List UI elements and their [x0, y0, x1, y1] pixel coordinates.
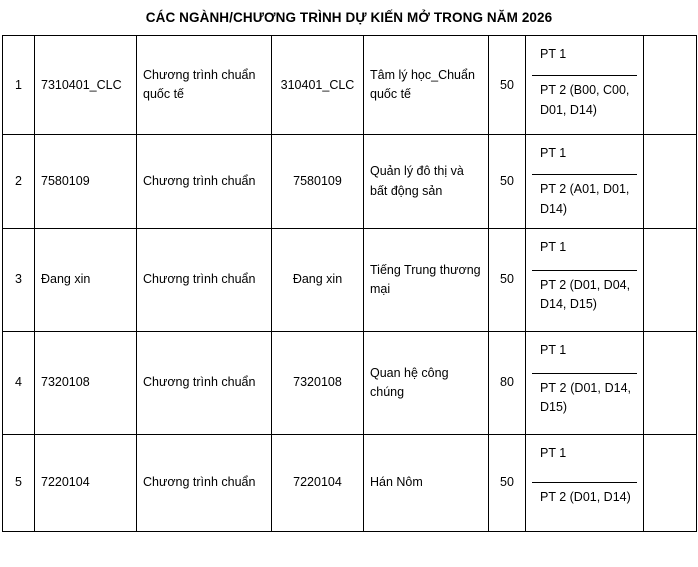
row-major-name: Quản lý đô thị và bất động sản [364, 135, 489, 229]
row-major-name: Quan hệ công chúng [364, 331, 489, 434]
row-program: Chương trình chuẩn quốc tế [137, 36, 272, 135]
row-major-name: Tâm lý học_Chuẩn quốc tế [364, 36, 489, 135]
row-note [644, 228, 697, 331]
row-code-secondary: 7580109 [272, 135, 364, 229]
row-code-secondary: Đang xin [272, 228, 364, 331]
row-code-secondary: 7320108 [272, 331, 364, 434]
row-quota: 50 [489, 434, 526, 531]
row-major-name: Tiếng Trung thương mại [364, 228, 489, 331]
page-title: CÁC NGÀNH/CHƯƠNG TRÌNH DỰ KIẾN MỞ TRONG NĂM 2026 [145, 10, 553, 25]
admission-method-2: PT 2 (A01, D01, D14) [540, 182, 630, 216]
admission-method-2: PT 2 (D01, D14, D15) [540, 380, 631, 415]
admission-method-2: PT 2 (D01, D04, D14, D15) [540, 277, 631, 312]
row-index: 5 [3, 434, 35, 531]
admission-method-1: PT 1 [532, 439, 637, 483]
table-row [3, 228, 697, 331]
row-admission-methods [526, 36, 644, 135]
row-code-primary: 7320108 [35, 331, 137, 434]
row-index: 3 [3, 228, 35, 331]
row-quota: 80 [489, 331, 526, 434]
table-row [3, 434, 697, 531]
row-program: Chương trình chuẩn [137, 228, 272, 331]
row-quota: 50 [489, 36, 526, 135]
row-code-primary: Đang xin [35, 228, 137, 331]
admission-method-2: PT 2 (D01, D14) [540, 489, 631, 504]
admission-method-2: PT 2 (B00, C00, D01, D14) [540, 83, 630, 117]
row-admission-methods [526, 228, 644, 331]
table-row [3, 331, 697, 434]
row-code-secondary: 310401_CLC [272, 36, 364, 135]
row-quota: 50 [489, 135, 526, 229]
row-index: 1 [3, 36, 35, 135]
row-note [644, 36, 697, 135]
admission-method-1: PT 1 [532, 40, 637, 76]
row-note [644, 331, 697, 434]
admission-method-1: PT 1 [532, 139, 637, 175]
programs-table [2, 35, 697, 532]
row-note [644, 135, 697, 229]
table-row [3, 36, 697, 135]
row-code-primary: 7310401_CLC [35, 36, 137, 135]
row-index: 4 [3, 331, 35, 434]
admission-method-1: PT 1 [532, 233, 637, 271]
table-row [3, 135, 697, 229]
row-major-name: Hán Nôm [364, 434, 489, 531]
row-program: Chương trình chuẩn [137, 434, 272, 531]
row-code-primary: 7220104 [35, 434, 137, 531]
row-admission-methods [526, 331, 644, 434]
row-code-primary: 7580109 [35, 135, 137, 229]
admission-method-1: PT 1 [532, 336, 637, 374]
row-note [644, 434, 697, 531]
row-admission-methods [526, 434, 644, 531]
row-program: Chương trình chuẩn [137, 331, 272, 434]
row-quota: 50 [489, 228, 526, 331]
row-code-secondary: 7220104 [272, 434, 364, 531]
row-index: 2 [3, 135, 35, 229]
row-admission-methods [526, 135, 644, 229]
row-program: Chương trình chuẩn [137, 135, 272, 229]
